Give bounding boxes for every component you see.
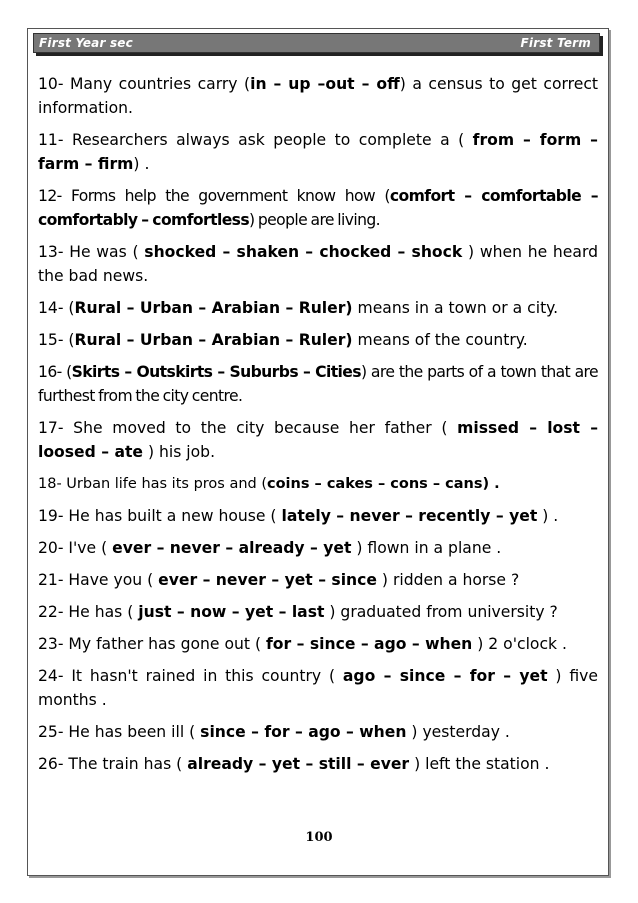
question-21: 21- Have you ( ever – never – yet – since ) ridden a horse ? (38, 571, 520, 589)
answer-options: coins – cakes – cons – cans) . (267, 476, 500, 492)
answer-options: shocked – shaken – chocked – shock (144, 243, 463, 261)
question-10: 10- Many countries carry (in – up –out – off) a census to get correct information. (38, 75, 599, 117)
answer-options: Rural – Urban – Arabian – Ruler) (74, 299, 353, 317)
answer-options: ever – never – already – yet (112, 539, 352, 557)
answer-options: since – for – ago – when (200, 723, 407, 741)
answer-options: in – up –out – off (250, 75, 400, 93)
question-19: 19- He has built a new house ( lately – never – recently – yet ) . (38, 507, 559, 525)
answer-options: ago – since – for – yet (342, 667, 548, 685)
question-24: 24- It hasn't rained in this country ( ago – since – for – yet ) five months . (38, 667, 598, 709)
question-17: 17- She moved to the city because her father ( missed – lost – loosed – ate ) his job. (38, 419, 598, 461)
header-grade: First Year sec (39, 36, 133, 50)
question-22: 22- He has ( just – now – yet – last ) graduated from university ? (38, 603, 558, 621)
answer-options: comfort – comfortable – comfortably – comfortless (38, 187, 599, 229)
question-list (38, 72, 598, 784)
question-16: 16- (Skirts – Outskirts – Suburbs – Cities) are the parts of a town that are furthest from the city centre. (38, 363, 598, 405)
answer-options: Rural – Urban – Arabian – Ruler) (74, 331, 353, 349)
question-15: 15- (Rural – Urban – Arabian – Ruler) means of the country. (38, 331, 528, 349)
answer-options: from – form – farm – firm (38, 131, 598, 173)
question-26: 26- The train has ( already – yet – still – ever ) left the station . (38, 755, 550, 773)
question-11: 11- Researchers always ask people to complete a ( from – form – farm – firm) . (38, 131, 598, 173)
page-number: 100 (305, 830, 333, 845)
answer-options: just – now – yet – last (138, 603, 325, 621)
question-13: 13- He was ( shocked – shaken – chocked – shock ) when he heard the bad news. (38, 243, 598, 285)
question-20: 20- I've ( ever – never – already – yet ) flown in a plane . (38, 539, 502, 557)
answer-options: ever – never – yet – since (158, 571, 377, 589)
answer-options: Skirts – Outskirts – Suburbs – Cities (71, 363, 361, 381)
answer-options: for – since – ago – when (266, 635, 473, 653)
answer-options: missed – lost – loosed – ate (38, 419, 598, 461)
question-18: 18- Urban life has its pros and (coins – cakes – cons – cans) . (38, 476, 500, 492)
answer-options: already – yet – still – ever (187, 755, 410, 773)
page-header (33, 33, 600, 53)
header-term: First Term (520, 36, 591, 50)
answer-options: lately – never – recently – yet (281, 507, 538, 525)
question-25: 25- He has been ill ( since – for – ago – when ) yesterday . (38, 723, 510, 741)
question-12: 12- Forms help the government know how (comfort – comfortable – comfortably – comfortless) people are living. (38, 187, 599, 229)
question-23: 23- My father has gone out ( for – since – ago – when ) 2 o'clock . (38, 635, 567, 653)
question-14: 14- (Rural – Urban – Arabian – Ruler) means in a town or a city. (38, 299, 559, 317)
